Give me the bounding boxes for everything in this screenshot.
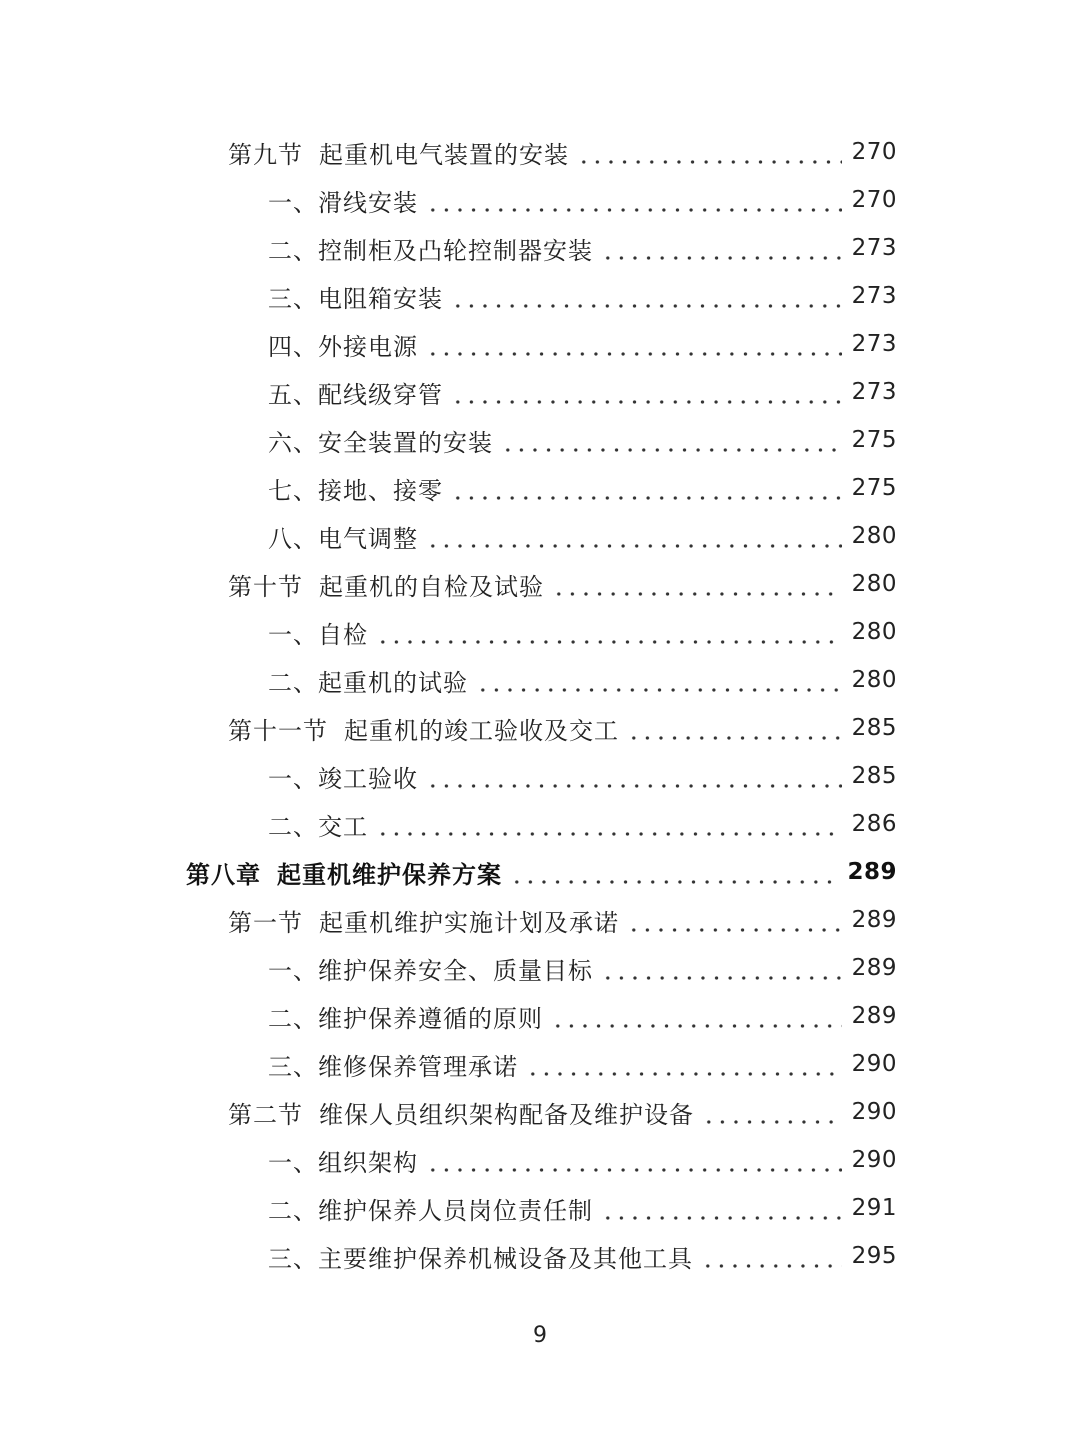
toc-entry-title: 维护保养安全、质量目标: [318, 956, 593, 985]
toc-dot-leader: [476, 667, 842, 693]
toc-entry-number: 六、: [268, 428, 318, 457]
toc-entry-page: 280: [851, 571, 897, 597]
toc-subsection-entry[interactable]: [0, 608, 1080, 656]
toc-entry-number: 第十节: [228, 572, 303, 601]
toc-entry-page: 280: [851, 523, 897, 549]
toc-dot-leader: [601, 955, 842, 981]
toc-entry-title: 起重机维护保养方案: [277, 859, 502, 889]
toc-entry-page: 289: [851, 1003, 897, 1029]
toc-entry-title: 电气调整: [318, 524, 418, 553]
toc-entry-number: 四、: [268, 332, 318, 361]
toc-dot-leader: [702, 1099, 842, 1125]
toc-subsection-entry[interactable]: [0, 992, 1080, 1040]
toc-dot-leader: [426, 763, 842, 789]
toc-section-entry[interactable]: [0, 1088, 1080, 1136]
toc-entry-page: 270: [851, 187, 897, 213]
toc-subsection-entry[interactable]: [0, 320, 1080, 368]
toc-entry-title: 交工: [318, 812, 368, 841]
toc-entry-title: 竣工验收: [318, 764, 418, 793]
toc-dot-leader: [426, 187, 842, 213]
toc-entry-title: 维修保养管理承诺: [318, 1052, 518, 1081]
toc-entry-page: 280: [851, 619, 897, 645]
toc-dot-leader: [627, 907, 842, 933]
toc-entry-title: 控制柜及凸轮控制器安装: [318, 236, 593, 265]
toc-dot-leader: [577, 139, 842, 165]
toc-entry-title: 维护保养人员岗位责任制: [318, 1196, 593, 1225]
toc-entry-title: 安全装置的安装: [318, 428, 493, 457]
toc-entry-title: 滑线安装: [318, 188, 418, 217]
toc-entry-number: 一、: [268, 956, 318, 985]
toc-section-entry[interactable]: [0, 896, 1080, 944]
toc-entry-page: 285: [851, 763, 897, 789]
toc-dot-leader: [601, 235, 842, 261]
toc-dot-leader: [376, 619, 842, 645]
toc-subsection-entry[interactable]: [0, 1184, 1080, 1232]
toc-dot-leader: [376, 811, 842, 837]
toc-entry-title: 自检: [318, 620, 368, 649]
toc-entry-number: 第一节: [228, 908, 303, 937]
toc-subsection-entry[interactable]: [0, 368, 1080, 416]
table-of-contents: [0, 128, 1080, 1280]
toc-entry-number: 一、: [268, 1148, 318, 1177]
toc-entry-page: 289: [851, 907, 897, 933]
toc-entry-number: 第十一节: [228, 716, 328, 745]
toc-dot-leader: [426, 331, 842, 357]
toc-entry-page: 289: [847, 859, 897, 885]
toc-dot-leader: [551, 1003, 842, 1029]
toc-entry-number: 三、: [268, 1052, 318, 1081]
toc-entry-number: 八、: [268, 524, 318, 553]
toc-entry-title: 维保人员组织架构配备及维护设备: [319, 1100, 694, 1129]
toc-subsection-entry[interactable]: [0, 176, 1080, 224]
toc-entry-number: 一、: [268, 764, 318, 793]
toc-dot-leader: [552, 571, 842, 597]
toc-entry-title: 接地、接零: [318, 476, 443, 505]
toc-dot-leader: [627, 715, 842, 741]
toc-entry-title: 起重机的自检及试验: [319, 572, 544, 601]
toc-dot-leader: [601, 1195, 842, 1221]
toc-entry-number: 二、: [268, 668, 318, 697]
toc-section-entry[interactable]: [0, 704, 1080, 752]
toc-dot-leader: [526, 1051, 842, 1077]
toc-dot-leader: [701, 1243, 842, 1269]
toc-section-entry[interactable]: [0, 128, 1080, 176]
toc-subsection-entry[interactable]: [0, 944, 1080, 992]
toc-entry-number: 一、: [268, 188, 318, 217]
toc-dot-leader: [451, 283, 842, 309]
toc-subsection-entry[interactable]: [0, 656, 1080, 704]
toc-dot-leader: [451, 379, 842, 405]
toc-subsection-entry[interactable]: [0, 1136, 1080, 1184]
toc-entry-title: 电阻箱安装: [318, 284, 443, 313]
toc-entry-page: 273: [851, 235, 897, 261]
toc-entry-page: 285: [851, 715, 897, 741]
toc-entry-number: 七、: [268, 476, 318, 505]
toc-entry-number: 第二节: [228, 1100, 303, 1129]
toc-section-entry[interactable]: [0, 560, 1080, 608]
toc-subsection-entry[interactable]: [0, 800, 1080, 848]
toc-subsection-entry[interactable]: [0, 752, 1080, 800]
toc-subsection-entry[interactable]: [0, 464, 1080, 512]
toc-entry-title: 配线级穿管: [318, 380, 443, 409]
toc-subsection-entry[interactable]: [0, 272, 1080, 320]
toc-entry-title: 起重机的试验: [318, 668, 468, 697]
toc-subsection-entry[interactable]: [0, 1232, 1080, 1280]
toc-dot-leader: [426, 1147, 842, 1173]
toc-dot-leader: [451, 475, 842, 501]
toc-entry-title: 组织架构: [318, 1148, 418, 1177]
toc-dot-leader: [510, 859, 837, 885]
toc-entry-page: 295: [851, 1243, 897, 1269]
toc-entry-number: 二、: [268, 1196, 318, 1225]
toc-subsection-entry[interactable]: [0, 224, 1080, 272]
toc-subsection-entry[interactable]: [0, 1040, 1080, 1088]
toc-entry-title: 主要维护保养机械设备及其他工具: [318, 1244, 693, 1273]
toc-entry-number: 二、: [268, 812, 318, 841]
toc-entry-number: 二、: [268, 1004, 318, 1033]
toc-entry-number: 三、: [268, 284, 318, 313]
toc-entry-page: 291: [851, 1195, 897, 1221]
toc-entry-title: 起重机维护实施计划及承诺: [319, 908, 619, 937]
page-number: 9: [533, 1323, 547, 1348]
toc-entry-title: 外接电源: [318, 332, 418, 361]
toc-entry-title: 起重机的竣工验收及交工: [344, 716, 619, 745]
toc-entry-page: 290: [851, 1147, 897, 1173]
toc-dot-leader: [501, 427, 842, 453]
toc-entry-title: 起重机电气装置的安装: [319, 140, 569, 169]
toc-dot-leader: [426, 523, 842, 549]
toc-chapter-entry[interactable]: [0, 848, 1080, 896]
toc-subsection-entry[interactable]: [0, 416, 1080, 464]
toc-entry-number: 二、: [268, 236, 318, 265]
toc-entry-page: 273: [851, 331, 897, 357]
toc-entry-number: 第八章: [186, 859, 261, 889]
toc-entry-page: 270: [851, 139, 897, 165]
toc-entry-page: 275: [851, 427, 897, 453]
toc-entry-page: 273: [851, 379, 897, 405]
toc-subsection-entry[interactable]: [0, 512, 1080, 560]
toc-entry-number: 第九节: [228, 140, 303, 169]
toc-entry-page: 273: [851, 283, 897, 309]
toc-entry-page: 275: [851, 475, 897, 501]
toc-entry-page: 286: [851, 811, 897, 837]
toc-entry-page: 290: [851, 1099, 897, 1125]
toc-entry-page: 280: [851, 667, 897, 693]
toc-entry-page: 289: [851, 955, 897, 981]
toc-entry-number: 一、: [268, 620, 318, 649]
toc-entry-number: 三、: [268, 1244, 318, 1273]
toc-entry-page: 290: [851, 1051, 897, 1077]
toc-entry-number: 五、: [268, 380, 318, 409]
toc-entry-title: 维护保养遵循的原则: [318, 1004, 543, 1033]
